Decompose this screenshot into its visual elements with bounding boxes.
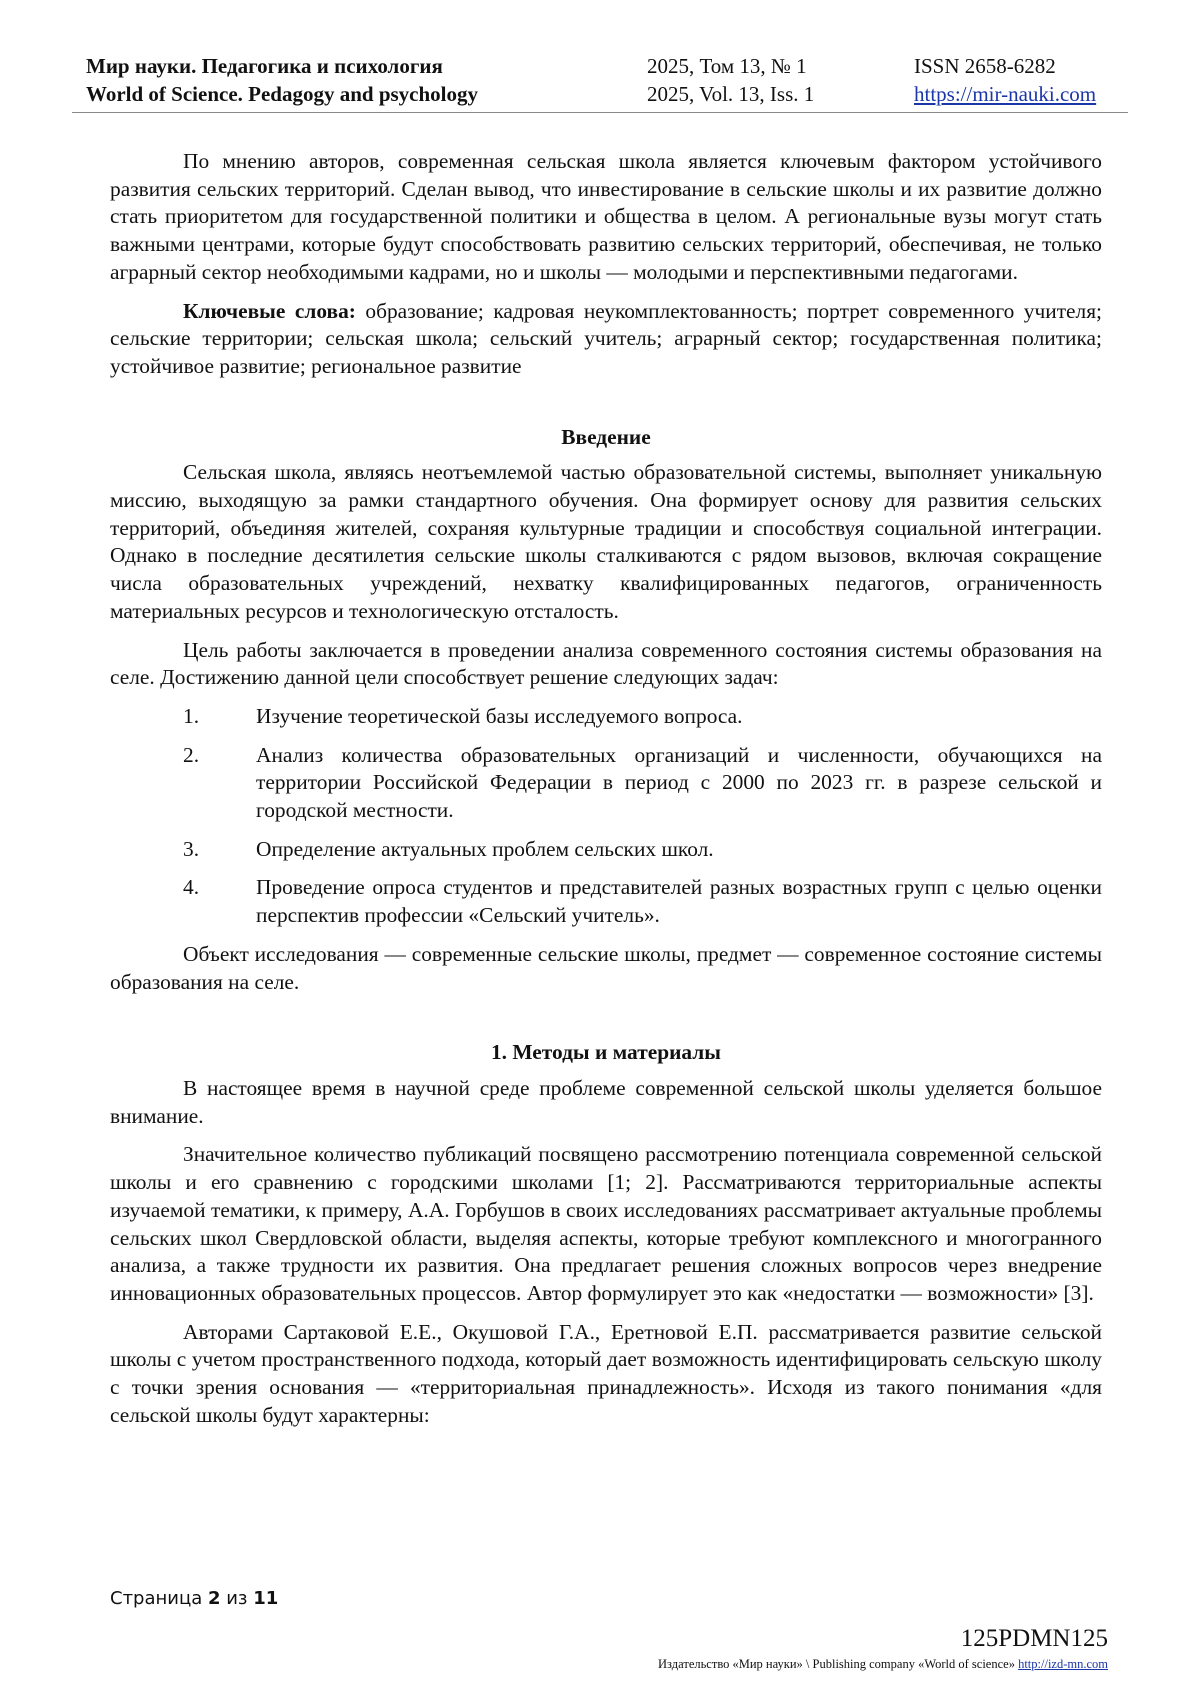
task-text: Анализ количества образовательных организаций и численности, обучающихся на территории Российской Федерации в период с 2000 по 2023 гг. в разрезе сельской и городской местности. [256, 742, 1102, 823]
task-number: 2. [183, 742, 200, 767]
issn: ISSN 2658-6282 [914, 54, 1056, 78]
publisher-link[interactable]: http://izd-mn.com [1018, 1657, 1108, 1671]
methods-heading: 1. Методы и материалы [490, 1040, 721, 1065]
abstract-paragraph: По мнению авторов, современная сельская школа является ключевым фактором устойчивого развития сельских территорий. Сделан вывод, что инвестирование в сельские школы и их развитие должно стать приоритетом для государственной политики и общества в целом. А региональные вузы могут стать важными центрами, которые будут способствовать развитию сельских территорий, обеспечивая, не только аграрный сектор необходимыми кадрами, но и школы — молодыми и перспективными педагогами. [110, 149, 1102, 284]
task-number: 3. [183, 836, 200, 861]
task-item [110, 742, 1102, 825]
volume-en: 2025, Vol. 13, Iss. 1 [647, 82, 815, 106]
total-pages: 11 [253, 1588, 279, 1609]
intro-paragraph-1: Сельская школа, являясь неотъемлемой частью образовательной системы, выполняет уникальную миссию, выходящую за рамки стандартного обучения. Она формирует основу для развития сельских территорий, объединяя жителей, сохраняя культурные традиции и способствуя социальной интеграции. Однако в последние десятилетия сельские школы сталкиваются с рядом вызовов, включая сокращение числа образовательных учреждений, нехватку квалифицированных педагогов, ограниченность материальных ресурсов и технологическую отсталость. [110, 460, 1102, 623]
intro-heading: Введение [561, 424, 651, 449]
intro-paragraph-2: Цель работы заключается в проведении анализа современного состояния системы образования на селе. Достижению данной цели способствует решение следующих задач: [110, 637, 1102, 690]
task-number: 4. [183, 875, 200, 900]
page-header [72, 52, 1128, 113]
task-item [110, 874, 1102, 929]
journal-url-link[interactable]: https://mir-nauki.com [914, 82, 1097, 106]
issn-block [914, 52, 1096, 108]
keywords-paragraph [110, 298, 1102, 381]
task-item [110, 836, 1102, 864]
publisher-line [658, 1656, 1108, 1672]
journal-title-ru: Мир науки. Педагогика и психология [86, 54, 443, 78]
methods-paragraph-2: Значительное количество публикаций посвящено рассмотрению потенциала современной сельской школы и его сравнению с городскими школами [1; 2]. Рассматриваются территориальные аспекты изучаемой тематики, к примеру, А.А. Горбушов в своих исследованиях рассматривает актуальные проблемы сельских школ Свердловской области, выделяя аспекты, которые требуют комплексного и многогранного анализа, а также трудности их развития. Она предлагает решения сложных вопросов через внедрение инновационных образовательных процессов. Автор формулирует это как «недостатки — возможности» [3]. [110, 1142, 1102, 1305]
task-item [110, 703, 1102, 731]
page-counter [110, 1587, 278, 1611]
article-body [110, 148, 1102, 1429]
keywords-text: образование; кадровая неукомплектованность; портрет современного учителя; сельские территории; сельская школа; сельский учитель; аграрный сектор; государственная политика; устойчивое развитие; региональное развитие [110, 298, 1102, 378]
journal-title-en: World of Science. Pedagogy and psychology [86, 82, 479, 106]
volume-info [647, 52, 814, 108]
methods-paragraph-3: Авторами Сартаковой Е.Е., Окушовой Г.А., Еретновой Е.П. рассматривается развитие сельской школы с учетом пространственного подхода, который дает возможность идентифицировать сельскую школу с точки зрения основания — «территориальная принадлежность». Исходя из такого понимания «для сельской школы будут характерны: [110, 1319, 1102, 1427]
publisher-text: Издательство «Мир науки» \ Publishing company «World of science» [658, 1657, 1019, 1671]
current-page: 2 [207, 1588, 221, 1609]
task-text: Определение актуальных проблем сельских школ. [256, 836, 714, 861]
task-number: 1. [183, 703, 200, 728]
page-counter-of: из [220, 1588, 254, 1609]
intro-paragraph-3: Объект исследования — современные сельские школы, предмет — современное состояние системы образования на селе. [110, 941, 1102, 994]
article-code: 125PDMN125 [960, 1625, 1108, 1652]
task-text: Изучение теоретической базы исследуемого вопроса. [256, 703, 743, 728]
methods-paragraph-1: В настоящее время в научной среде проблеме современной сельской школы уделяется большое внимание. [110, 1075, 1102, 1128]
keywords-label: Ключевые слова: [183, 298, 356, 323]
journal-title [86, 52, 478, 108]
page-counter-prefix: Страница [110, 1588, 208, 1609]
task-text: Проведение опроса студентов и представителей разных возрастных групп с целью оценки перспектив профессии «Сельский учитель». [256, 875, 1102, 928]
volume-ru: 2025, Том 13, № 1 [647, 54, 807, 78]
